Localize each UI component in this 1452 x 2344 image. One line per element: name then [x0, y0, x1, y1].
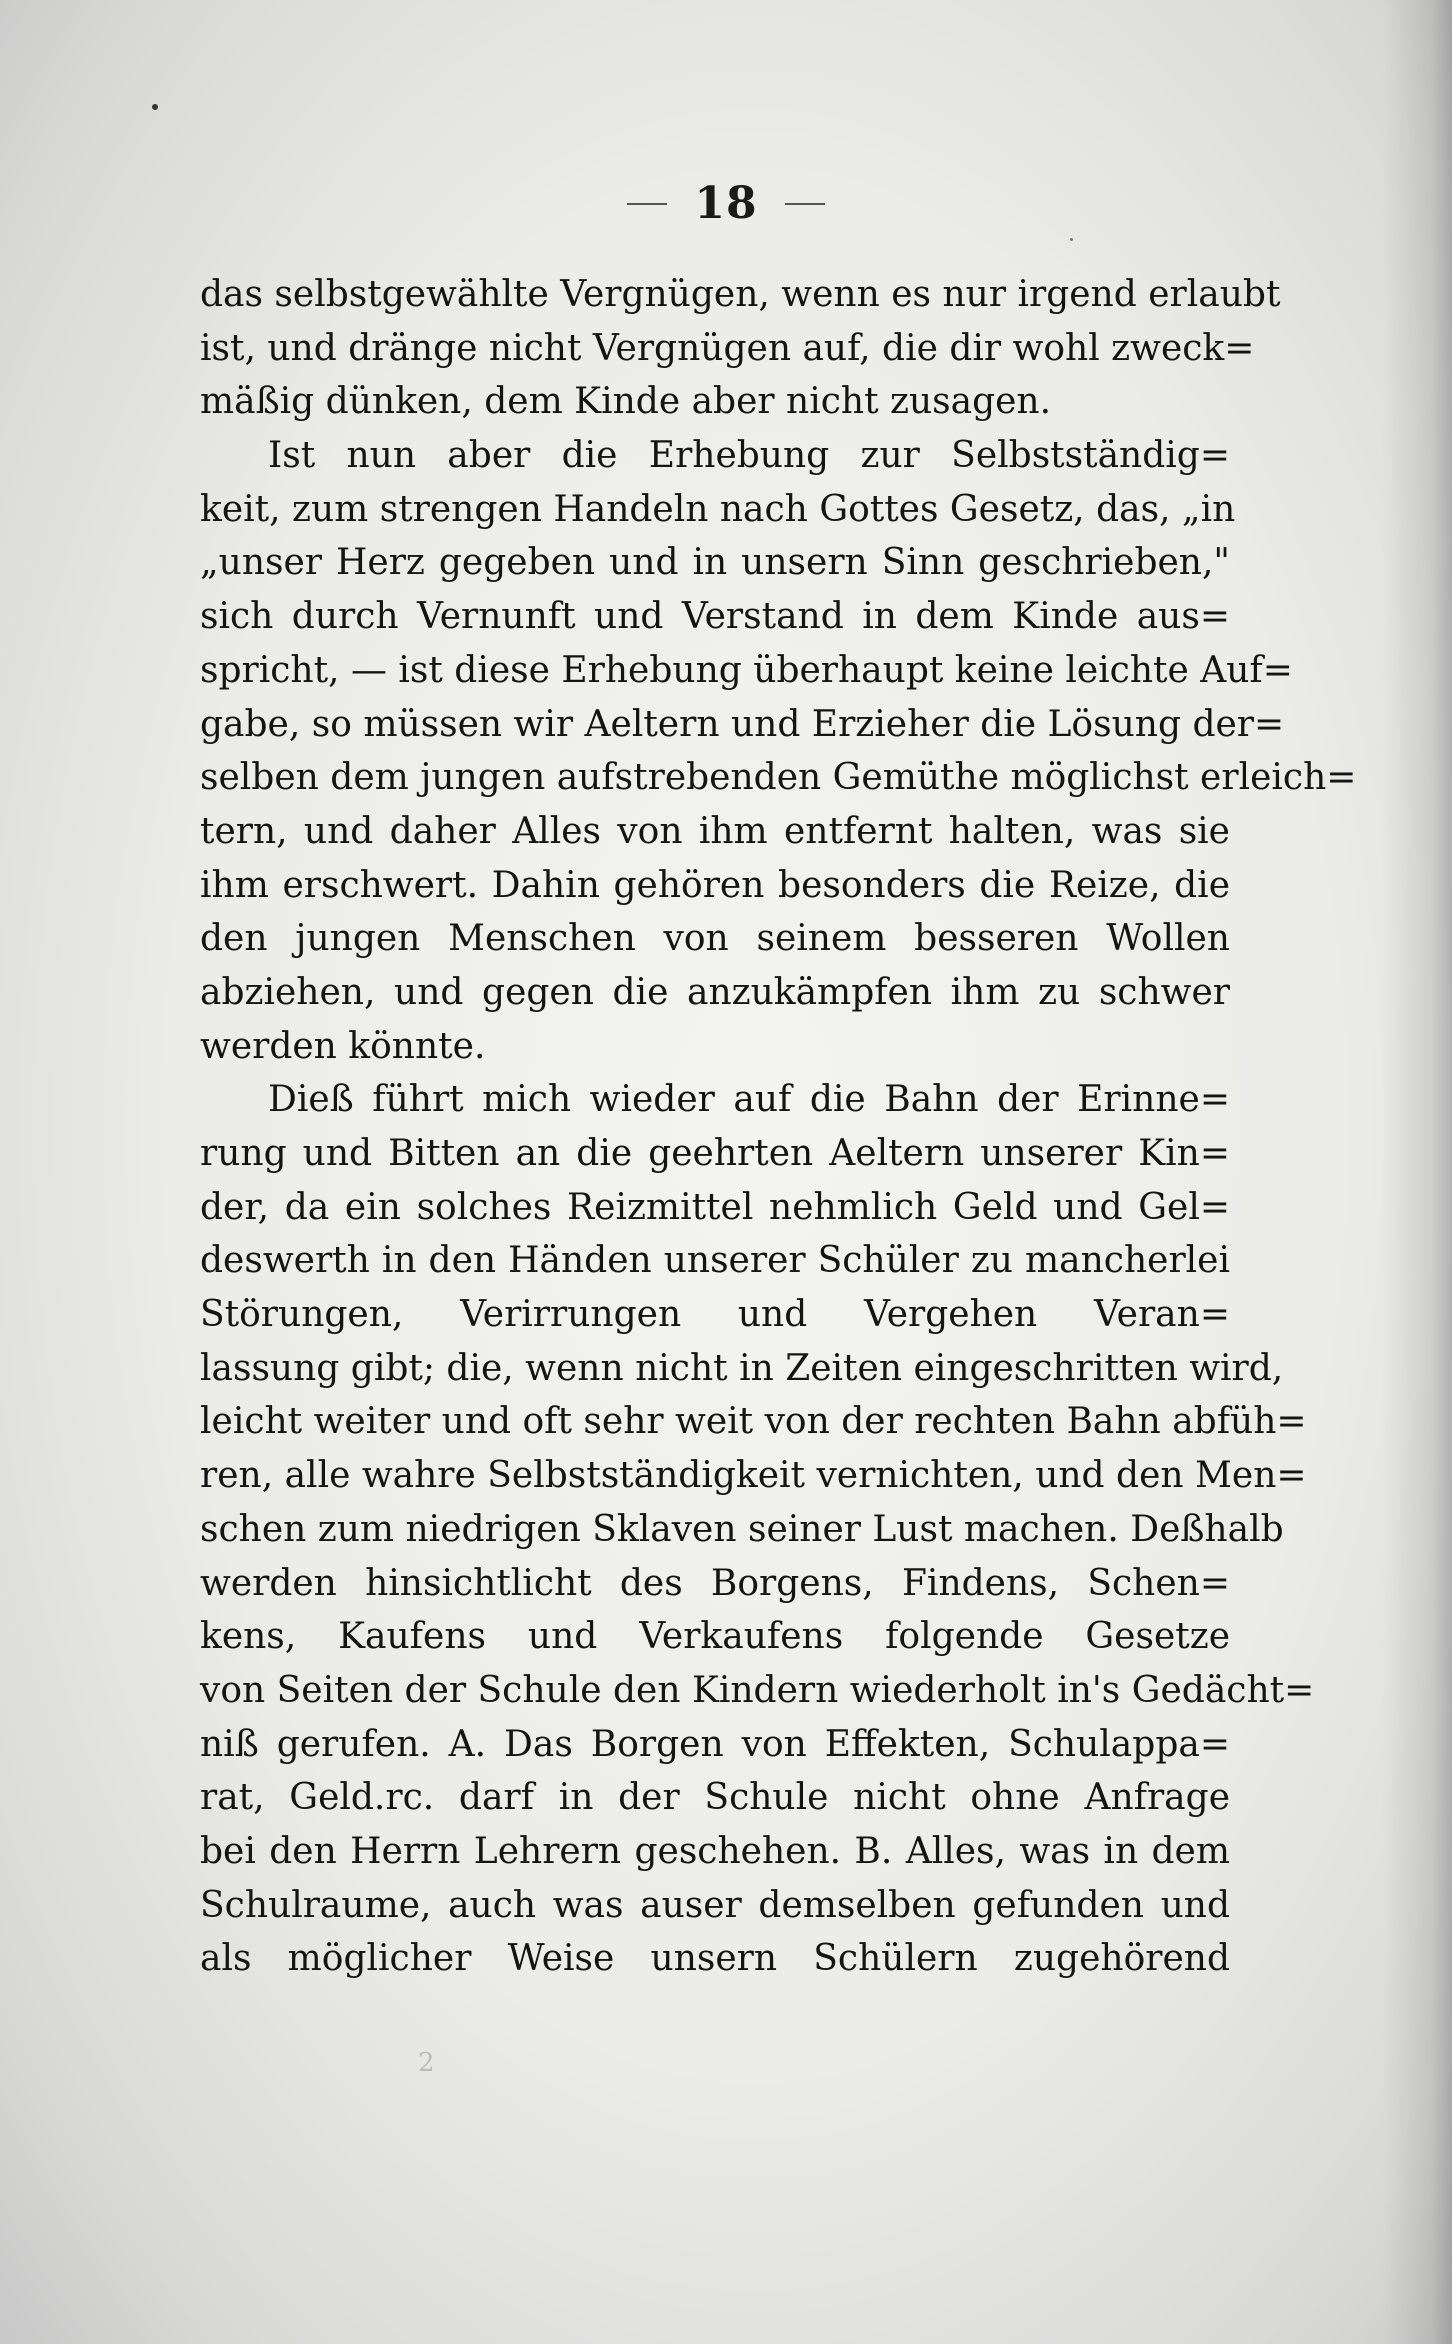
text-line: abziehen, und gegen die anzukämpfen ihm zu schwer — [200, 971, 1230, 1013]
text-line: „unser Herz gegeben und in unsern Sinn geschrieben," — [200, 542, 1230, 584]
text-line: das selbstgewählte Vergnügen, wenn es nur irgend erlaubt — [200, 274, 1281, 315]
page-number: 18 — [694, 178, 758, 229]
text-line: rung und Bitten an die geehrten Aeltern unserer Kin= — [200, 1133, 1230, 1174]
text-line: gabe, so müssen wir Aeltern und Erzieher die Lösung der= — [200, 703, 1285, 745]
text-line: ist, und dränge nicht Vergnügen auf, die dir wohl zweck= — [200, 327, 1255, 369]
text-line: Ist nun aber die Erhebung zur Selbstständig= — [268, 435, 1230, 477]
body-text — [200, 268, 1357, 1986]
text-line: als möglicher Weise unsern Schülern zugehörend — [200, 1938, 1230, 1980]
text-line: der, da ein solches Reizmittel nehmlich Geld und Gel= — [200, 1186, 1230, 1228]
text-line: keit, zum strengen Handeln nach Gottes Gesetz, das, „in — [200, 488, 1236, 530]
paper-speck — [152, 104, 158, 110]
text-line: Störungen, Verirrungen und Vergehen Veran= — [200, 1294, 1230, 1336]
text-line: rat, Geld.rc. darf in der Schule nicht ohne Anfrage — [200, 1777, 1230, 1819]
text-line: deswerth in den Händen unserer Schüler zu mancherlei — [200, 1240, 1230, 1282]
paper-speck — [1070, 238, 1073, 241]
text-line: lassung gibt; die, wenn nicht in Zeiten eingeschritten wird, — [200, 1347, 1284, 1389]
text-line: von Seiten der Schule den Kindern wiederholt in's Gedächt= — [200, 1669, 1315, 1711]
signature-mark: 2 — [418, 2048, 435, 2078]
text-line: leicht weiter und oft sehr weit von der rechten Bahn abfüh= — [200, 1401, 1307, 1443]
text-line: bei den Herrn Lehrern geschehen. B. Alles, was in dem — [200, 1830, 1230, 1872]
text-line: kens, Kaufens und Verkaufens folgende Gesetze — [200, 1616, 1230, 1658]
header-dash-left — [627, 203, 667, 205]
text-line: niß gerufen. A. Das Borgen von Effekten, Schulappa= — [200, 1723, 1230, 1765]
page-edge-shadow — [1382, 0, 1452, 2344]
text-line: schen zum niedrigen Sklaven seiner Lust machen. Deßhalb — [200, 1508, 1284, 1550]
text-line: den jungen Menschen von seinem besseren Wollen — [200, 918, 1230, 960]
text-line: selben dem jungen aufstrebenden Gemüthe möglichst erleich= — [200, 757, 1357, 799]
text-line: sich durch Vernunft und Verstand in dem Kinde aus= — [200, 596, 1230, 638]
text-line: Dieß führt mich wieder auf die Bahn der Erinne= — [268, 1079, 1230, 1121]
text-line: Schulraume, auch was auser demselben gefunden und — [200, 1884, 1230, 1926]
page-header — [0, 178, 1452, 229]
text-line: ihm erschwert. Dahin gehören besonders die Reize, die — [200, 864, 1230, 906]
text-line: werden könnte. — [200, 1025, 486, 1067]
header-dash-right — [785, 203, 825, 205]
text-line: spricht, — ist diese Erhebung überhaupt keine leichte Auf= — [200, 649, 1293, 691]
text-line: mäßig dünken, dem Kinde aber nicht zusagen. — [200, 381, 1052, 423]
text-line: werden hinsichtlicht des Borgens, Findens, Schen= — [200, 1562, 1230, 1604]
text-line: tern, und daher Alles von ihm entfernt halten, was sie — [200, 810, 1230, 852]
text-line: ren, alle wahre Selbstständigkeit vernichten, und den Men= — [200, 1455, 1307, 1497]
